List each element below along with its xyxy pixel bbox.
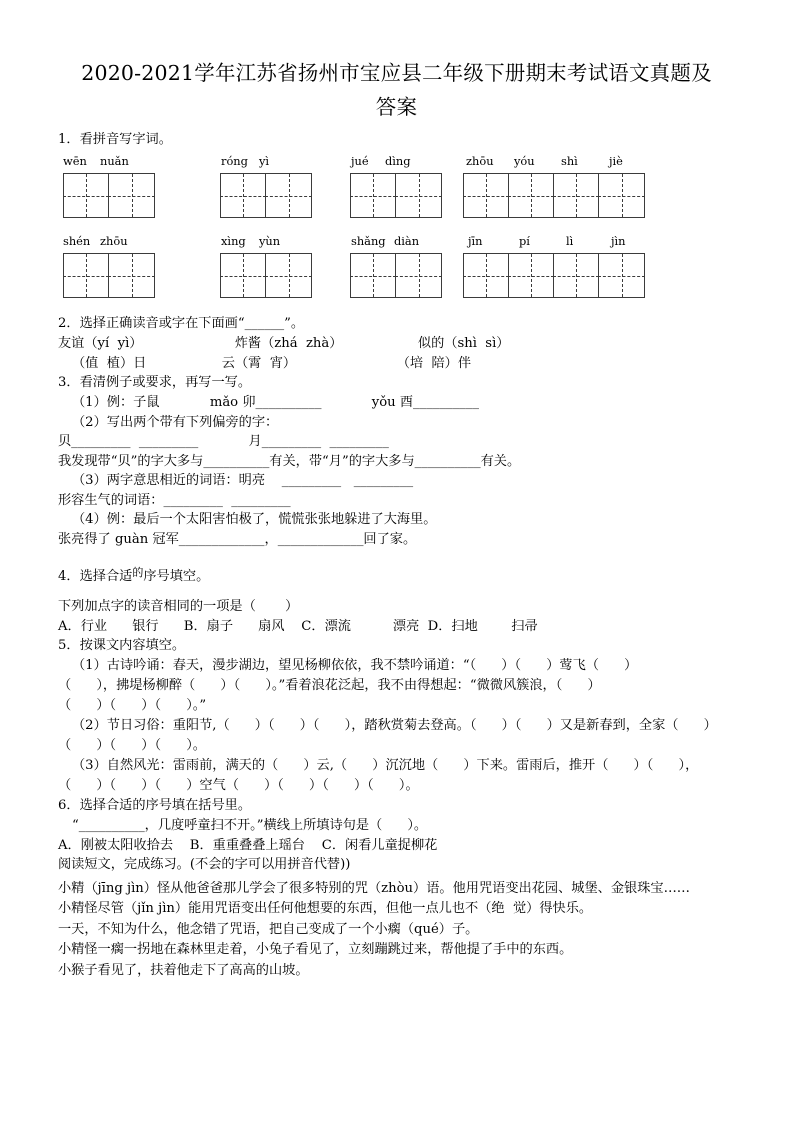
- question-3-discovery[interactable]: 我发现带“贝”的字大多与__________有关，带“月”的字大多与__________有关。: [58, 453, 521, 469]
- pinyin-label: jìn: [611, 234, 626, 248]
- question-2-line-2[interactable]: （值 植）日 云（霄 宵） （培 陪）伴: [72, 355, 472, 371]
- tianzige-cell[interactable]: [599, 174, 644, 217]
- question-1-heading: 1．看拼音写字词。: [58, 132, 172, 147]
- pinyin-label: jué: [351, 154, 369, 168]
- pinyin-label: shén: [63, 234, 91, 248]
- pinyin-label: lì: [566, 234, 574, 248]
- pinyin-label: xìng: [221, 234, 246, 248]
- question-3-radical-blanks[interactable]: 贝_________ _________ 月_________ _________: [58, 434, 389, 449]
- tianzige-cell[interactable]: [464, 254, 509, 297]
- tianzige-cell[interactable]: [109, 174, 154, 217]
- question-3-item-4-answer[interactable]: 张亮得了 guàn 冠军_____________，_____________回了家。: [58, 531, 417, 547]
- question-5-item-2-line-1[interactable]: （2）节日习俗：重阳节,（ ）（ ）（ ），踏秋赏菊去登高。（ ）（ ）又是新春到，全家（ ）: [72, 718, 717, 733]
- page-title-line1: 2020-2021学年江苏省扬州市宝应县二年级下册期末考试语文真题及: [81, 61, 712, 85]
- pinyin-label: diàn: [394, 234, 420, 248]
- pinyin-label: shì: [561, 154, 578, 168]
- question-4-heading: [58, 563, 735, 587]
- question-4-options[interactable]: A．行业 银行 B．扇子 扇风 C．漂流 漂亮 D．扫地 扫帚: [58, 618, 538, 634]
- tianzige-cell[interactable]: [396, 174, 441, 217]
- tianzige-row-1: [58, 173, 735, 222]
- question-4-heading-post: 序号填空。: [143, 569, 210, 584]
- tianzige-group[interactable]: [220, 173, 312, 218]
- pinyin-row-2: [58, 234, 735, 253]
- question-3-item-2-label: （2）写出两个带有下列偏旁的字：: [72, 414, 279, 430]
- tianzige-cell[interactable]: [64, 254, 109, 297]
- question-6-stem[interactable]: “__________，几度呼童扫不开。”横线上所填诗句是（ ）。: [72, 818, 428, 833]
- tianzige-cell[interactable]: [109, 254, 154, 297]
- question-1-grids: [58, 154, 735, 302]
- pinyin-label: zhōu: [466, 154, 494, 168]
- question-6-heading: 6．选择合适的序号填在括号里。: [58, 798, 252, 813]
- question-2-line-1[interactable]: 友谊（yí yì） 炸酱（zhá zhà） 似的（shì sì）: [58, 336, 510, 351]
- pinyin-row-1: [58, 154, 735, 173]
- pinyin-label: yùn: [259, 234, 281, 248]
- pinyin-label: nuǎn: [100, 154, 129, 168]
- pinyin-label: jiè: [609, 154, 623, 168]
- reading-passage-line: 小猴子看见了，扶着他走下了高高的山坡。: [58, 962, 309, 978]
- pinyin-label: dìng: [385, 154, 411, 168]
- tianzige-group[interactable]: [63, 173, 155, 218]
- tianzige-cell[interactable]: [64, 174, 109, 217]
- tianzige-cell[interactable]: [554, 254, 599, 297]
- question-4-stem[interactable]: 下列加点字的读音相同的一项是（ ）: [58, 599, 299, 614]
- pinyin-label: yóu: [514, 154, 535, 168]
- tianzige-cell[interactable]: [221, 254, 266, 297]
- question-3-item-1[interactable]: （1）例：子鼠 mǎo 卯__________ yǒu 酉__________: [72, 395, 479, 410]
- pinyin-label: pí: [519, 234, 530, 248]
- tianzige-cell[interactable]: [351, 254, 396, 297]
- question-5-item-1-line-3[interactable]: （ ）（ ）（ ）。”: [58, 698, 207, 713]
- pinyin-label: shǎng: [351, 234, 386, 248]
- pinyin-label: wēn: [63, 154, 87, 168]
- question-3-item-4-example: （4）例：最后一个太阳害怕极了，慌慌张张地躲进了大海里。: [72, 512, 437, 527]
- tianzige-group[interactable]: [220, 253, 312, 298]
- tianzige-group[interactable]: [350, 173, 442, 218]
- question-3-item-3[interactable]: （3）两字意思相近的词语：明亮 _________ _________: [72, 473, 414, 488]
- pinyin-label: jīn: [468, 234, 483, 248]
- tianzige-cell[interactable]: [509, 254, 554, 297]
- question-5-item-1-line-2[interactable]: （ ），拂堤杨柳醉（ ）（ ）。”看着浪花泛起，我不由得想起：“微微风簇浪，（ ）: [58, 678, 601, 693]
- question-3-angry-words[interactable]: 形容生气的词语：_________ _________: [58, 492, 291, 508]
- reading-passage-line: 小精怪一瘸一拐地在森林里走着，小兔子看见了，立刻蹦跳过来，帮他提了手中的东西。: [58, 942, 573, 957]
- question-6-options[interactable]: A．刚被太阳收拾去 B．重重叠叠上瑶台 C．闲看儿童捉柳花: [58, 837, 438, 853]
- tianzige-cell[interactable]: [464, 174, 509, 217]
- pinyin-label: róng: [221, 154, 248, 168]
- tianzige-group[interactable]: [63, 253, 155, 298]
- reading-instruction: 阅读短文，完成练习。(不会的字可以用拼音代替)): [58, 857, 351, 872]
- tianzige-cell[interactable]: [599, 254, 644, 297]
- tianzige-row-2: [58, 253, 735, 302]
- reading-passage: [58, 879, 735, 982]
- reading-passage-line: 小精（jīng jìn）怪从他爸爸那儿学会了很多特别的咒（zhòu）语。他用咒语变出花园、城堡、金银珠宝……: [58, 880, 690, 896]
- question-5-heading: 5．按课文内容填空。: [58, 638, 186, 653]
- question-3-heading: 3．看清例子或要求，再写一写。: [58, 375, 252, 390]
- tianzige-cell[interactable]: [351, 174, 396, 217]
- question-2-heading: 2．选择正确读音或字在下面画“______”。: [58, 316, 305, 331]
- tianzige-cell[interactable]: [266, 254, 311, 297]
- tianzige-cell[interactable]: [266, 174, 311, 217]
- tianzige-group[interactable]: [350, 253, 442, 298]
- pinyin-label: yì: [259, 154, 270, 168]
- question-5-item-2-line-2[interactable]: （ ）（ ）（ ）。: [58, 738, 206, 753]
- tianzige-group[interactable]: [463, 173, 645, 218]
- question-5-item-1-line-1[interactable]: （1）古诗吟诵：春天，漫步湖边，望见杨柳依依，我不禁吟诵道：“（ ）（ ）莺飞（ ）: [72, 658, 638, 673]
- question-4-heading-de: 的: [132, 566, 144, 579]
- tianzige-group[interactable]: [463, 253, 645, 298]
- tianzige-cell[interactable]: [221, 174, 266, 217]
- pinyin-label: zhōu: [100, 234, 128, 248]
- page-title-line2: 答案: [375, 95, 418, 119]
- tianzige-cell[interactable]: [554, 174, 599, 217]
- reading-passage-line: 一天，不知为什么，他念错了咒语，把自己变成了一个小瘸（qué）子。: [58, 921, 479, 937]
- reading-passage-line: 小精怪尽管（jǐn jìn）能用咒语变出任何他想要的东西，但他一点儿也不（绝 觉）得快乐。: [58, 901, 593, 916]
- tianzige-cell[interactable]: [396, 254, 441, 297]
- question-5-item-3-line-2[interactable]: （ ）（ ）（ ）空气（ ）（ ）（ ）（ ）。: [58, 778, 419, 793]
- question-5-item-3-line-1[interactable]: （3）自然风光：雷雨前，满天的（ ）云,（ ）沉沉地（ ）下来。雷雨后，推开（ ）（ ），: [72, 758, 699, 773]
- tianzige-cell[interactable]: [509, 174, 554, 217]
- question-4-heading-pre: 4．选择合适: [58, 569, 133, 584]
- page-title: [58, 56, 735, 124]
